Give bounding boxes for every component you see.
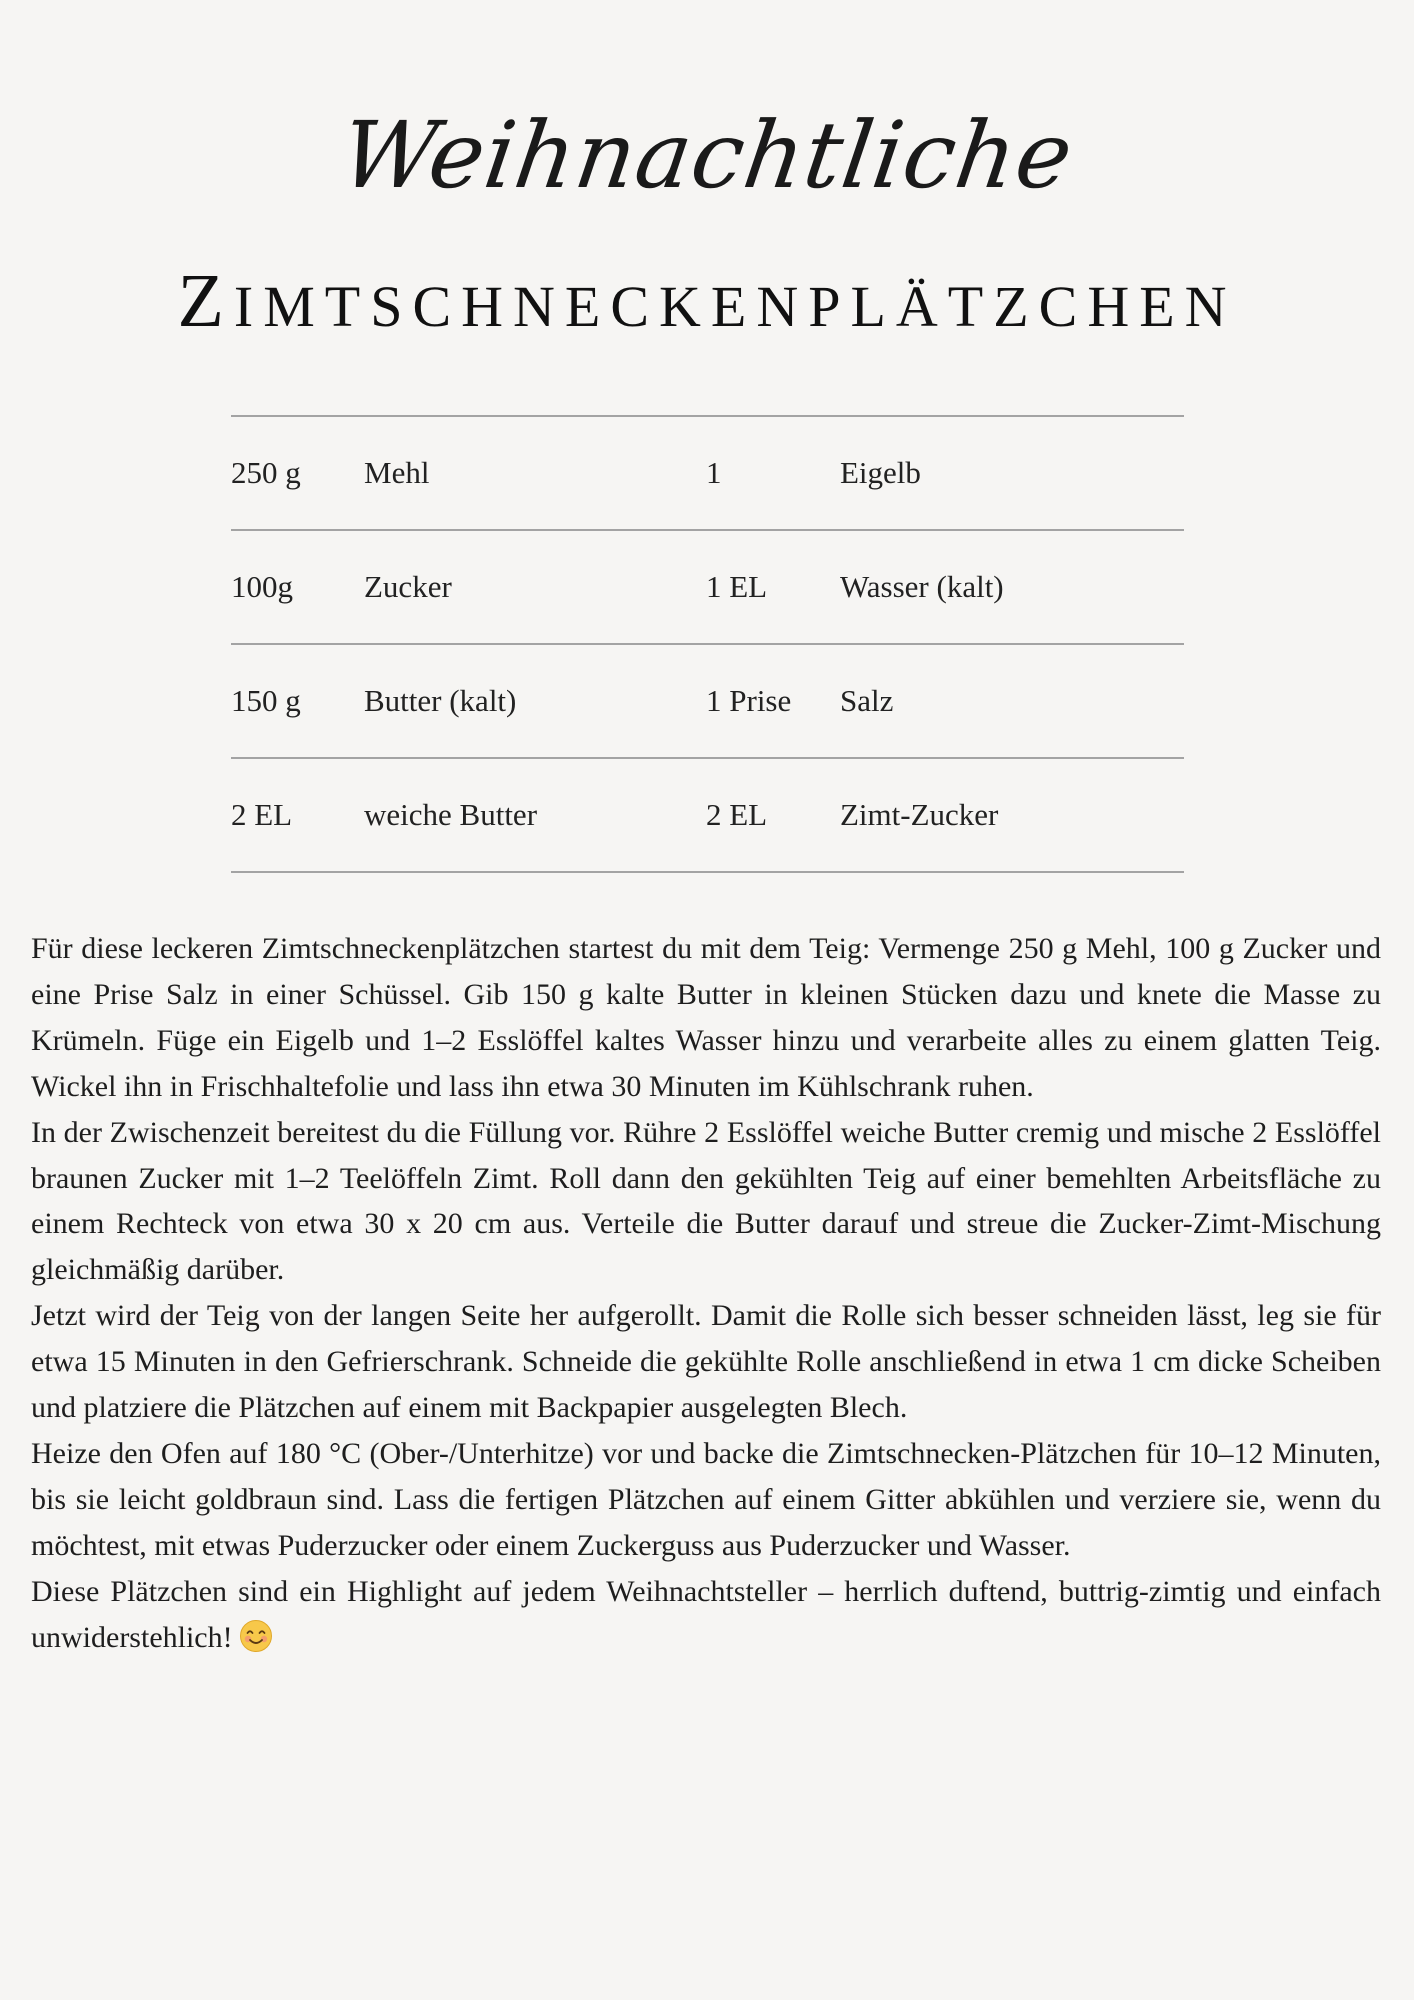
ingredient-name: Butter (kalt)	[364, 683, 517, 718]
ingredient-amount: 2 EL	[706, 797, 768, 832]
ingredient-amount: 150 g	[231, 683, 301, 718]
ingredient-row	[231, 415, 1184, 529]
instruction-paragraph: Heize den Ofen auf 180 °C (Ober-/Unterhitze) vor und backe die Zimtschnecken-Plätzchen für 10–12 Minuten, bis sie leicht goldbraun sind. Lass die fertigen Plätzchen auf einem Gitter abkühlen und verziere sie, wenn du möchtest, mit etwas Puderzucker oder einem Zuckerguss aus Puderzucker und Wasser.	[31, 1436, 1381, 1562]
ingredient-amount: 1	[706, 455, 722, 490]
smiling-face-icon	[239, 1619, 273, 1667]
ingredient-row	[231, 529, 1184, 643]
ingredient-name: Wasser (kalt)	[840, 569, 1004, 604]
ingredient-amount: 1 EL	[706, 569, 768, 604]
instruction-closing-text: Diese Plätzchen sind ein Highlight auf jedem Weihnachtsteller – herrlich duftend, buttrig-zimtig und einfach unwiderstehlich!	[31, 1574, 1381, 1654]
ingredient-name: Salz	[840, 683, 894, 718]
instructions-text	[31, 926, 1381, 1667]
script-title: Weihnachtliche	[334, 102, 1080, 209]
ingredient-name: Eigelb	[840, 455, 921, 490]
ingredient-name: Zucker	[364, 569, 452, 604]
page-title-text: ZIMTSCHNECKENPLÄTZCHEN	[177, 259, 1237, 343]
ingredient-name: Mehl	[364, 455, 430, 490]
ingredient-table	[231, 415, 1184, 873]
instruction-paragraph	[31, 1569, 1381, 1667]
ingredient-name: weiche Butter	[364, 797, 538, 832]
ingredient-name: Zimt-Zucker	[840, 797, 999, 832]
ingredient-amount: 250 g	[231, 455, 301, 490]
instruction-paragraph: In der Zwischenzeit bereitest du die Füllung vor. Rühre 2 Esslöffel weiche Butter cremig und mische 2 Esslöffel braunen Zucker mit 1–2 Teelöffeln Zimt. Roll dann den gekühlten Teig auf einer bemehlten Arbeitsfläche zu einem Rechteck von etwa 30 x 20 cm aus. Verteile die Butter darauf und streue die Zucker-Zimt-Mischung gleichmäßig darüber.	[31, 1115, 1381, 1287]
ingredient-row	[231, 757, 1184, 873]
instruction-paragraph: Für diese leckeren Zimtschneckenplätzchen startest du mit dem Teig: Vermenge 250 g Mehl, 100 g Zucker und eine Prise Salz in einer Schüssel. Gib 150 g kalte Butter in kleinen Stücken dazu und knete die Masse zu Krümeln. Füge ein Eigelb und 1–2 Esslöffel kaltes Wasser hinzu und verarbeite alles zu einem glatten Teig. Wickel ihn in Frischhaltefolie und lass ihn etwa 30 Minuten im Kühlschrank ruhen.	[31, 932, 1381, 1103]
page-title	[0, 259, 1414, 343]
ingredient-amount: 1 Prise	[706, 683, 792, 718]
ingredient-amount: 2 EL	[231, 797, 293, 832]
ingredient-amount: 100g	[231, 569, 293, 604]
ingredient-row	[231, 643, 1184, 757]
instruction-paragraph: Jetzt wird der Teig von der langen Seite her aufgerollt. Damit die Rolle sich besser schneiden lässt, leg sie für etwa 15 Minuten in den Gefrierschrank. Schneide die gekühlte Rolle anschließend in etwa 1 cm dicke Scheiben und platziere die Plätzchen auf einem mit Backpapier ausgelegten Blech.	[31, 1299, 1381, 1425]
